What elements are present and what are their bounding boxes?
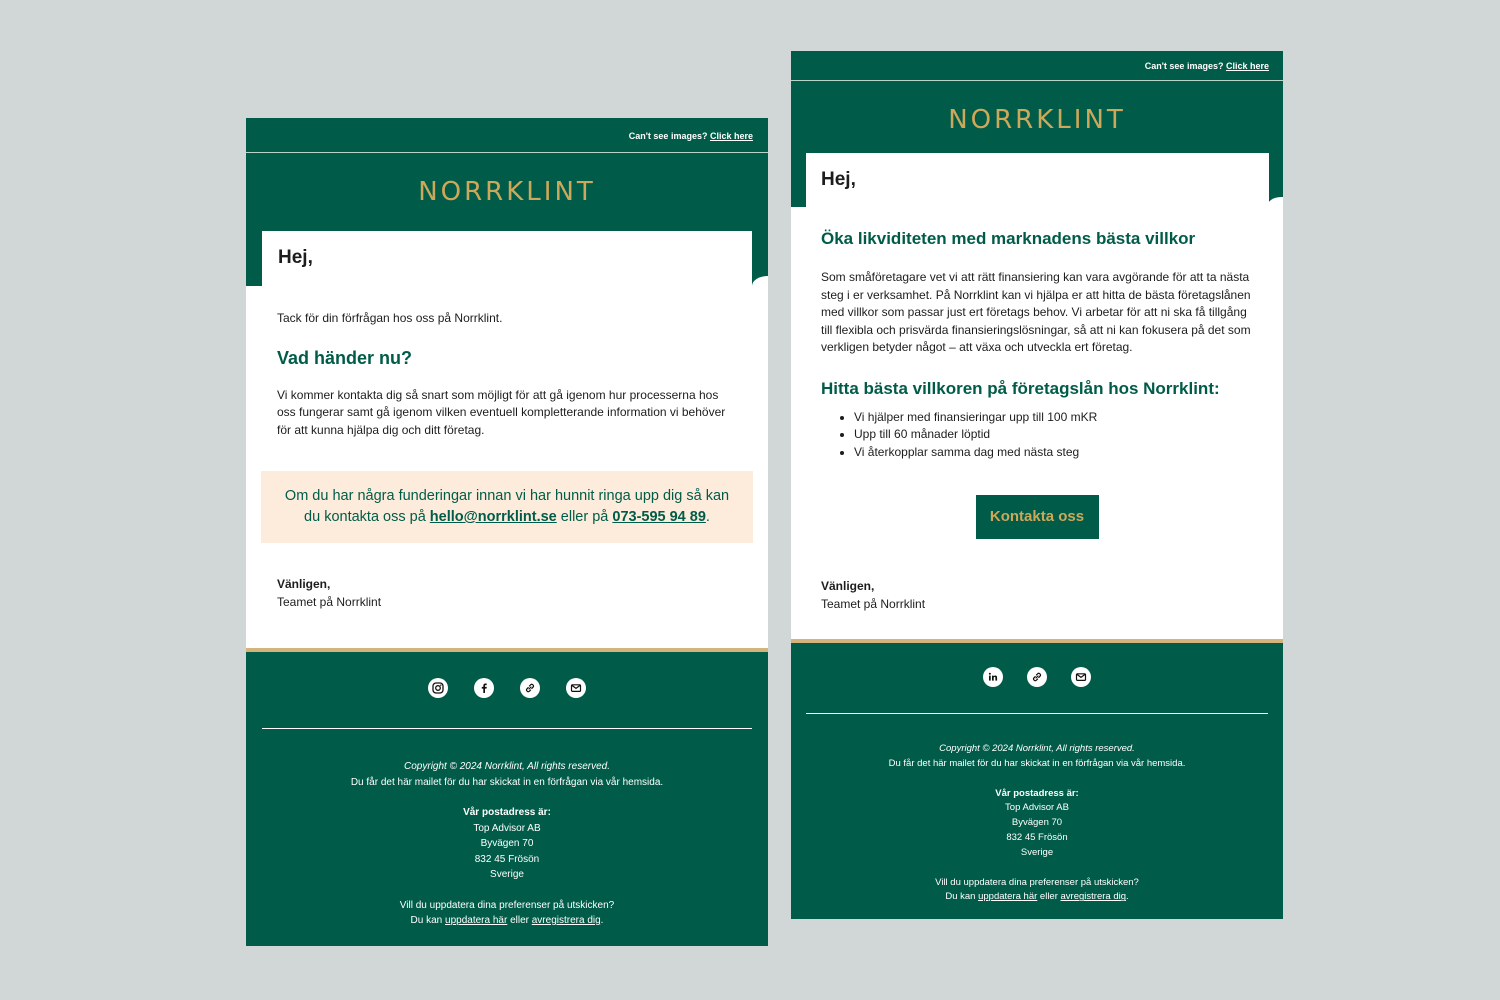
hero-corner-curve — [1267, 197, 1283, 207]
footer — [791, 639, 1283, 919]
campaign-heading: Öka likviditeten med marknadens bästa villkor — [821, 229, 1196, 248]
address-line: 832 45 Frösön — [474, 853, 540, 865]
preferences-text: . — [600, 915, 604, 926]
preferences-text: . — [1126, 891, 1129, 903]
facebook-icon[interactable] — [474, 678, 494, 698]
preheader-bar — [791, 51, 1283, 81]
sign-team: Teamet på Norrklint — [821, 597, 926, 611]
email-preview-campaign — [791, 51, 1283, 919]
intro-text: Tack för din förfrågan hos oss på Norrklint. — [277, 311, 503, 325]
reason-text: Du får det här mailet för du har skickat in en förfrågan via vår hemsida. — [350, 776, 664, 788]
instagram-icon[interactable] — [428, 678, 448, 698]
preferences-text: eller — [1037, 891, 1061, 903]
address-line: Top Advisor AB — [1005, 802, 1069, 814]
email-body — [246, 286, 768, 439]
callout-text: eller på — [556, 509, 613, 525]
contact-callout — [261, 471, 753, 543]
email-link[interactable]: hello@norrklint.se — [429, 509, 557, 525]
address-line: Byvägen 70 — [480, 838, 534, 849]
update-preferences-link[interactable]: uppdatera här — [445, 915, 508, 926]
body-paragraph: Vi kommer kontakta dig så snart som möjligt för att gå igenom hur processerna hos oss fungerar samt gå igenom vilken eventuell kompletterande information vi behöver för att kunna hjälpa dig och ditt företag. — [277, 387, 726, 437]
preferences-text: eller — [507, 915, 532, 926]
unsubscribe-link[interactable]: avregistrera dig — [1060, 891, 1126, 903]
link-icon[interactable] — [1027, 667, 1047, 687]
unsubscribe-link[interactable]: avregistrera dig — [531, 915, 601, 926]
preferences-question: Vill du uppdatera dina preferenser på utskicken? — [935, 876, 1139, 888]
hero-header — [791, 81, 1283, 207]
preferences-text: Du kan — [945, 891, 979, 903]
click-here-link[interactable]: Click here — [709, 131, 753, 141]
click-here-link[interactable]: Click here — [1225, 61, 1269, 71]
address-line: Sverige — [490, 869, 524, 880]
email-body — [791, 207, 1283, 613]
cant-see-images-text: Can't see images? — [628, 131, 708, 141]
section-heading: Vad händer nu? — [277, 347, 413, 368]
greeting: Hej, — [806, 153, 1269, 207]
address-line: Byvägen 70 — [1011, 817, 1063, 829]
social-links — [791, 643, 1283, 687]
email-preview-confirmation — [246, 118, 768, 946]
offer-heading: Hitta bästa villkoren på företagslån hos Norrklint: — [821, 378, 1220, 398]
footer-text — [791, 714, 1283, 905]
greeting: Hej, — [262, 231, 752, 286]
sign-team: Teamet på Norrklint — [277, 595, 382, 609]
preferences-line — [791, 890, 1283, 905]
list-item: • Upp till 60 månader löptid — [854, 426, 1253, 444]
copyright-text: Copyright © 2024 Norrklint, All rights reserved. — [404, 761, 610, 772]
footer — [246, 648, 768, 946]
social-links — [246, 652, 768, 698]
address-line: Top Advisor AB — [473, 822, 541, 834]
preferences-text: Du kan — [410, 915, 446, 926]
footer-text — [246, 729, 768, 929]
hero-corner-curve — [752, 276, 768, 286]
address-label: Vår postadress är: — [463, 807, 551, 818]
hero-header — [246, 153, 768, 286]
preheader-bar — [246, 118, 768, 153]
address-line: Sverige — [1020, 846, 1054, 858]
copyright-text: Copyright © 2024 Norrklint, All rights reserved. — [939, 743, 1135, 754]
link-icon[interactable] — [520, 678, 540, 698]
signature — [821, 539, 1253, 613]
body-paragraph: Som småföretagare vet vi att rätt finansiering kan vara avgörande för att ta nästa steg i er verksamhet. På Norrklint kan vi hjälpa er att hitta de bästa företagslånen med villkor som passar just ert företags behov. Vi arbetar för att ni ska få tillgång till flexibla och prisvärda finansieringslösningar, så att ni kan fokusera på det som verkligen betyder något – att växa och utveckla ert företag. — [821, 270, 1251, 354]
sign-off: Vänligen, — [821, 579, 875, 593]
contact-button[interactable]: Kontakta oss — [976, 495, 1099, 539]
mail-icon[interactable] — [566, 678, 586, 698]
preferences-question: Vill du uppdatera dina preferenser på utskicken? — [399, 899, 615, 911]
phone-link[interactable]: 073-595 94 89 — [612, 509, 706, 525]
benefit-list — [821, 409, 1253, 462]
mail-icon[interactable] — [1071, 667, 1091, 687]
sign-off: Vänligen, — [277, 577, 331, 591]
callout-text: . — [705, 509, 710, 525]
address-label: Vår postadress är: — [995, 787, 1079, 799]
norrklint-logo: NORRKLINT — [948, 105, 1126, 135]
update-preferences-link[interactable]: uppdatera här — [978, 891, 1038, 903]
preferences-line — [246, 913, 768, 929]
callout-text: Om du har några funderingar innan vi har hunnit ringa upp dig så kan du kontakta oss på — [284, 488, 730, 525]
list-item: • Vi hjälper med finansieringar upp till 100 mKR — [854, 409, 1253, 427]
address-line: 832 45 Frösön — [1006, 831, 1068, 843]
signature — [246, 543, 768, 611]
list-item: • Vi återkopplar samma dag med nästa steg — [854, 444, 1253, 462]
linkedin-icon[interactable] — [983, 667, 1003, 687]
reason-text: Du får det här mailet för du har skickat in en förfrågan via vår hemsida. — [888, 757, 1186, 769]
cant-see-images-text: Can't see images? — [1144, 61, 1224, 71]
norrklint-logo: NORRKLINT — [418, 177, 596, 207]
